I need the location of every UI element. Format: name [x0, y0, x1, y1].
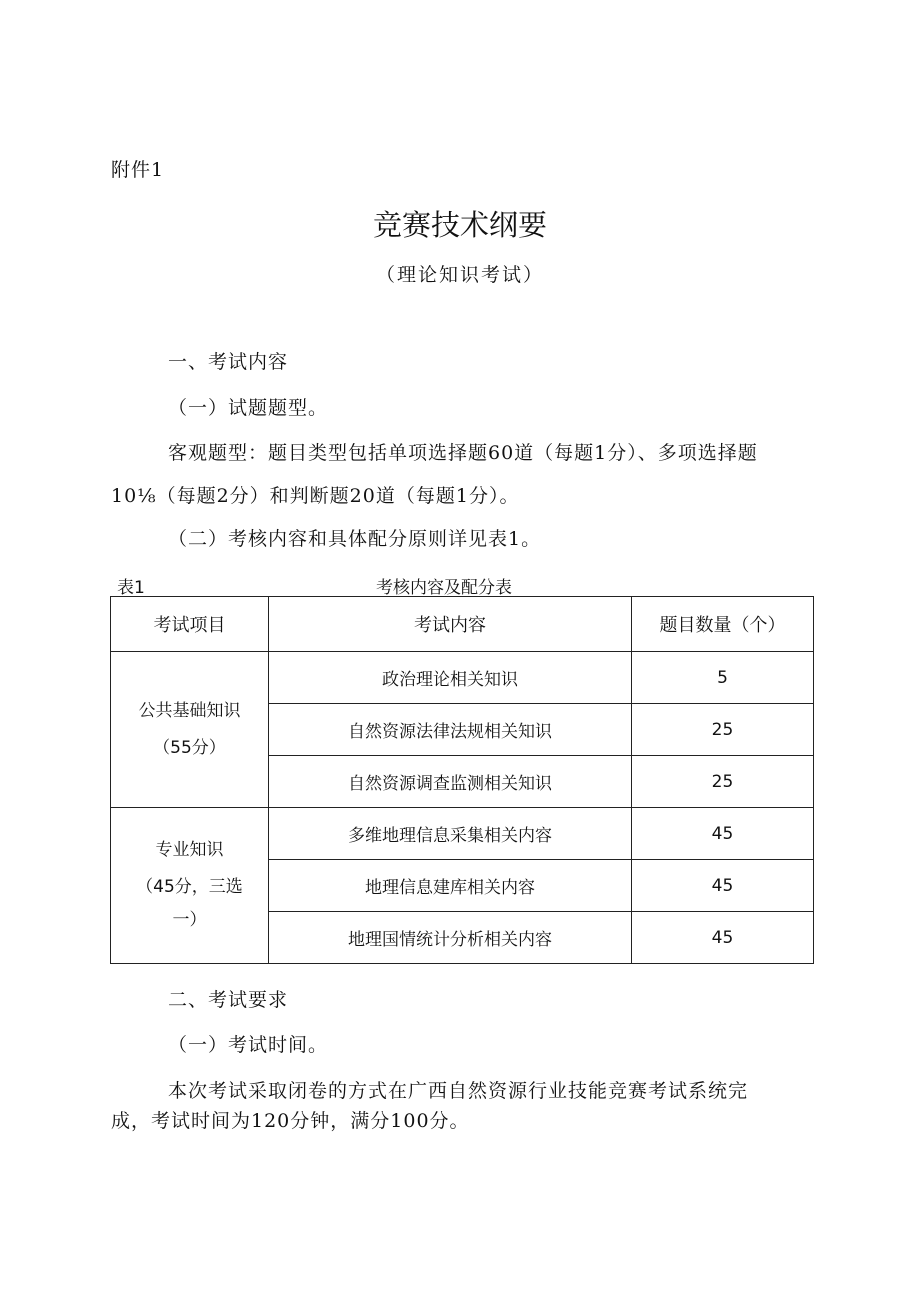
- page-title: 竞赛技术纲要: [372, 208, 547, 242]
- section-heading-exam-requirements: 二、考试要求: [168, 989, 289, 1011]
- subheading-assessment-content: （二）考核内容和具体配分原则详见表1。: [168, 528, 542, 550]
- count-cell: 45: [632, 912, 814, 964]
- paragraph-exam-time-line1: 本次考试采取闭卷的方式在广西自然资源行业技能竞赛考试系统完: [168, 1080, 749, 1102]
- content-cell: 自然资源调查监测相关知识: [269, 756, 632, 808]
- table-label: 表1: [117, 578, 145, 598]
- section-heading-exam-content: 一、考试内容: [168, 351, 289, 373]
- paragraph-question-types-line1: 客观题型：题目类型包括单项选择题60道（每题1分）、多项选择题: [168, 442, 758, 464]
- table-caption: 考核内容及配分表: [376, 578, 512, 598]
- subheading-question-types: （一）试题题型。: [168, 397, 329, 419]
- header-question-count: 题目数量（个）: [632, 597, 814, 652]
- group-note-line1: （45分，三选: [136, 877, 243, 897]
- group-note-line2: 一）: [172, 910, 207, 930]
- header-exam-content: 考试内容: [269, 597, 632, 652]
- count-cell: 25: [632, 756, 814, 808]
- count-cell: 5: [632, 652, 814, 704]
- header-exam-item: 考试项目: [111, 597, 269, 652]
- content-cell: 多维地理信息采集相关内容: [269, 808, 632, 860]
- group-name: 公共基础知识: [138, 700, 241, 721]
- attachment-label: 附件1: [111, 159, 165, 181]
- paragraph-question-types-line2: 10⅛（每题2分）和判断题20道（每题1分）。: [111, 485, 520, 507]
- score-distribution-table: [110, 596, 814, 964]
- table-row: [111, 808, 814, 860]
- count-cell: 45: [632, 860, 814, 912]
- count-cell: 45: [632, 808, 814, 860]
- page-subtitle: （理论知识考试）: [375, 264, 544, 286]
- group-note: （55分）: [153, 737, 226, 758]
- content-cell: 政治理论相关知识: [269, 652, 632, 704]
- table-header-row: [111, 597, 814, 652]
- content-cell: 自然资源法律法规相关知识: [269, 704, 632, 756]
- subheading-exam-time: （一）考试时间。: [168, 1034, 329, 1056]
- table-row: [111, 652, 814, 704]
- count-cell: 25: [632, 704, 814, 756]
- group-name: 专业知识: [155, 840, 224, 860]
- group-cell-professional-knowledge: [111, 808, 269, 964]
- group-cell-public-knowledge: [111, 652, 269, 808]
- paragraph-exam-time-line2: 成，考试时间为120分钟，满分100分。: [111, 1110, 470, 1132]
- content-cell: 地理信息建库相关内容: [269, 860, 632, 912]
- content-cell: 地理国情统计分析相关内容: [269, 912, 632, 964]
